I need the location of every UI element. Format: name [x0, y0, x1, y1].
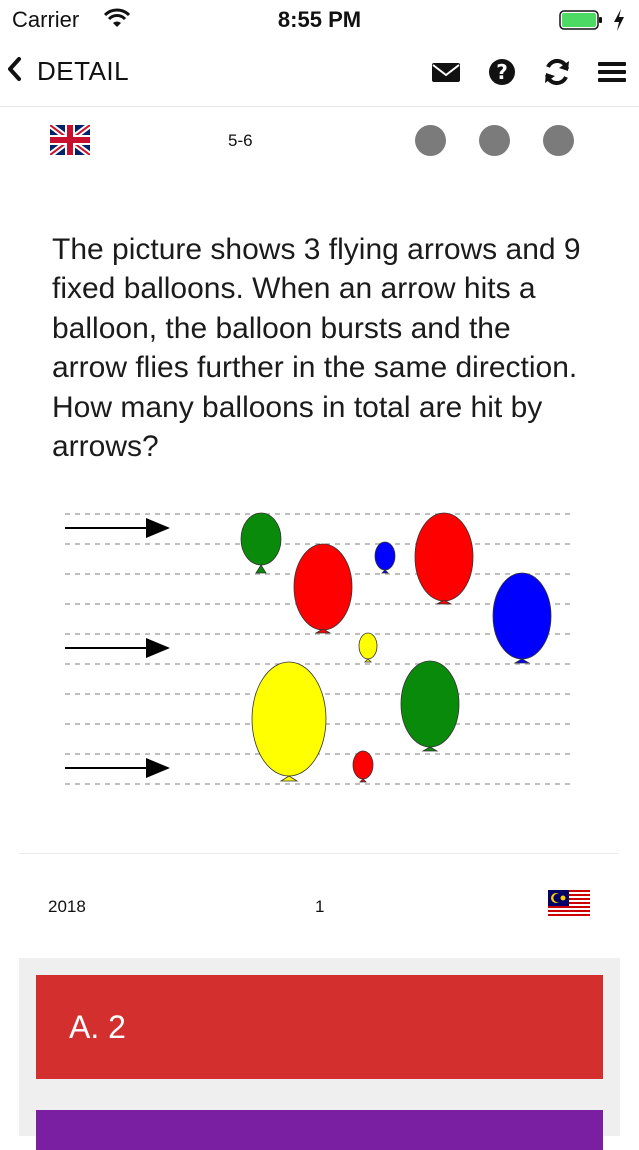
clock: 8:55 PM: [277, 7, 362, 32]
charging-icon: [612, 8, 626, 32]
balloons: [241, 513, 551, 782]
answer-option-b[interactable]: [36, 1110, 603, 1150]
carrier-label: Carrier: [12, 7, 80, 32]
envelope-icon[interactable]: [430, 56, 462, 88]
progress-dot: [479, 125, 510, 156]
question-figure: [50, 500, 590, 800]
back-chevron-icon[interactable]: [4, 54, 24, 84]
svg-text:?: ?: [496, 60, 508, 84]
uk-flag-icon[interactable]: [50, 125, 90, 155]
back-button[interactable]: DETAIL: [37, 56, 130, 86]
progress-dot: [543, 125, 574, 156]
arrows: [65, 528, 168, 768]
malaysia-flag-icon[interactable]: [548, 890, 590, 918]
refresh-icon[interactable]: [541, 56, 573, 88]
battery-icon: [559, 10, 603, 30]
divider: [19, 853, 619, 854]
progress-dot: [415, 125, 446, 156]
menu-icon[interactable]: [596, 56, 628, 88]
question-text: The picture shows 3 flying arrows and 9 fixed balloons. When an arrow hits a balloon, the balloon bursts and the arrow flies further in the same direction. How many balloons in total are hit by arrows?: [52, 233, 581, 464]
grade-label: 5-6: [228, 131, 253, 150]
navigation-bar: [0, 40, 639, 107]
answer-label: A. 2: [69, 1009, 126, 1045]
question-number: 1: [315, 897, 325, 916]
year-label: 2018: [48, 897, 86, 916]
status-bar: [0, 0, 639, 40]
question-circle-icon[interactable]: [486, 56, 518, 88]
answer-option-a[interactable]: [36, 975, 603, 1079]
